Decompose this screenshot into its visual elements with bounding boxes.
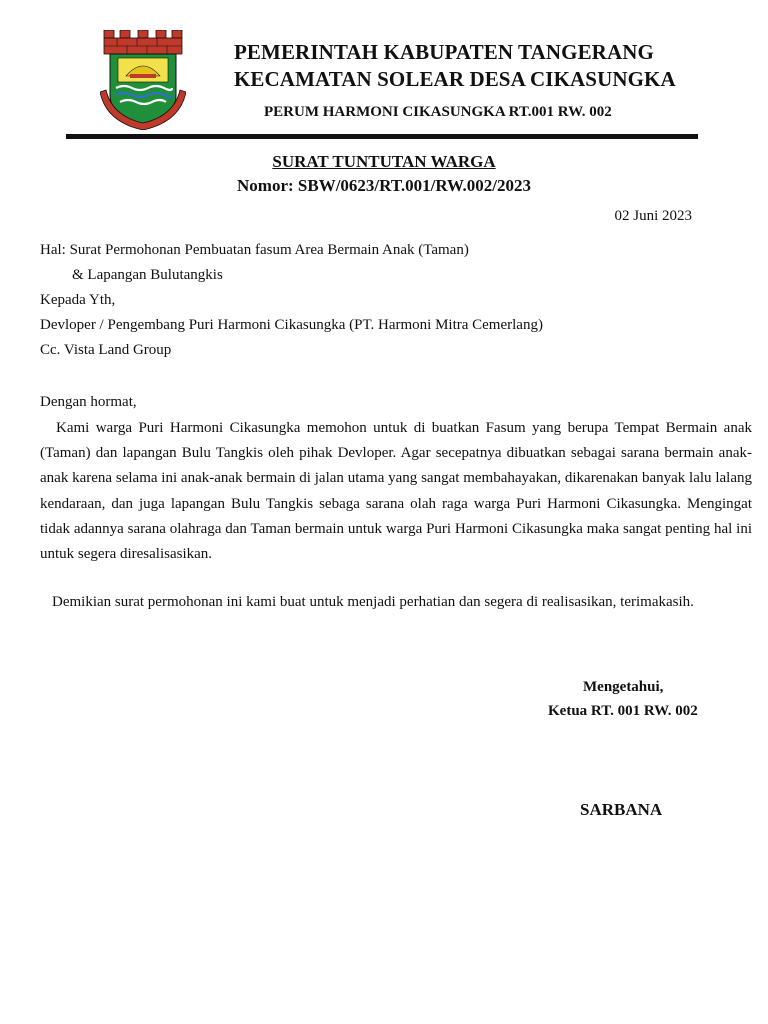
district-name: KECAMATAN SOLEAR DESA CIKASUNGKA (234, 67, 676, 91)
acknowledge-label: Mengetahui, (583, 679, 664, 695)
letter-date: 02 Juni 2023 (614, 208, 692, 224)
carbon-copy: Cc. Vista Land Group (40, 342, 172, 358)
signatory-name: SARBANA (580, 800, 663, 819)
housing-address: PERUM HARMONI CIKASUNGKA RT.001 RW. 002 (264, 104, 612, 120)
header-divider (66, 134, 698, 139)
subject-line: Hal: Surat Permohonan Pembuatan fasum Area Bermain Anak (Taman) (40, 242, 469, 258)
greeting: Dengan hormat, (40, 394, 137, 410)
signatory-position: Ketua RT. 001 RW. 002 (548, 703, 698, 719)
addressee-label: Kepada Yth, (40, 292, 116, 308)
letter-number: Nomor: SBW/0623/RT.001/RW.002/2023 (237, 176, 531, 195)
body-paragraph-text: Kami warga Puri Harmoni Cikasungka memohon untuk di buatkan Fasum yang berupa Tempat Bermain anak (Taman) dan lapangan Bulu Tangkis oleh pihak Devloper. Agar secepatnya dibuatkan sebagai sarana bermain anak-anak karena selama ini anak-anak bermain di jalan utama yang sangat membahayakan, dikarenakan banyak lalu lalang kendaraan, dan juga lapangan Bulu Tangkis sebaga sarana olah raga warga Puri Harmoni Cikasungka. Mengingat tidak adannya sarana olahraga dan Taman bermain untuk warga Puri Harmoni Cikasungka maka sangat penting hal ini untuk segera diresalisasikan. (40, 420, 752, 563)
subject-continuation: & Lapangan Bulutangkis (72, 267, 223, 283)
kabupaten-tangerang-logo (100, 30, 186, 130)
letter-title (0, 152, 768, 172)
letter-title-text: SURAT TUNTUTAN WARGA (272, 152, 496, 171)
government-name: PEMERINTAH KABUPATEN TANGERANG (234, 40, 654, 64)
body-paragraph (40, 416, 752, 567)
closing-sentence: Demikian surat permohonan ini kami buat untuk menjadi perhatian dan segera di realisasikan, terimakasih. (52, 594, 694, 610)
recipient: Devloper / Pengembang Puri Harmoni Cikasungka (PT. Harmoni Mitra Cemerlang) (40, 317, 543, 333)
